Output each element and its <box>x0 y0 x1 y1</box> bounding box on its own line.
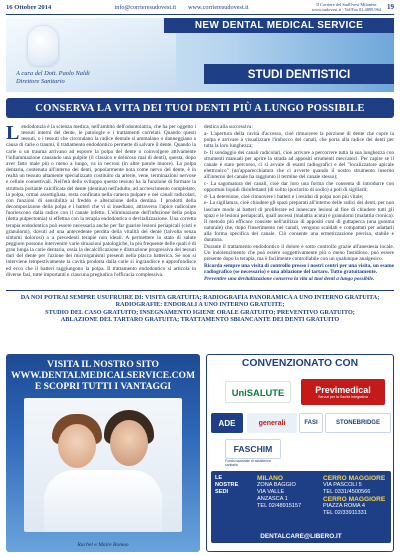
byline-author: A cura del Dott. Paolo Naldi <box>16 70 90 77</box>
byline <box>16 70 90 86</box>
hero-photo <box>6 18 176 92</box>
staff-photo <box>24 398 182 532</box>
offer-line: ABLAZIONE DEL TARTARO GRATUITA; TRATTAMENTO SBIANCANTE DEI DENTI GRATUITO <box>60 316 340 324</box>
location-street: PIAZZA ROMA 4 <box>323 503 365 509</box>
contact-email[interactable]: DENTALCARE@LIBERO.IT <box>260 533 342 540</box>
article-paragraph: b- Il sondaggio dei canali radicolari, cioè arrivare a percorrere tutta la sua lunghezza con strumenti manuali per aprire la strada ad appositi strumenti meccanici. Per capire se il canale è stato percorso, ci si avvale di esami radiografici e del "localizzatore apicale elettronico" (un'apparecchiatura che ci avverte quando il nostro strumento inserito all'interno del canale ha raggiunto il termine del canale stesso); <box>204 149 394 181</box>
article-paragraph: c- La sagomatura dei canali, cioè dar loro una forma che consenta di introdurre con opportuni liquidi disinfettanti (di solito ipoclorito di sodio) a poli di sigillarli; <box>204 180 394 194</box>
offer-line: DA NOI POTRAI SEMPRE USUFRUIRE DI: VISITA GRATUITA; RADIOGRAFIA PANORAMICA A UNO INTERNO GRATUITA; <box>20 294 380 301</box>
offer-line: RADIOGRAFIE: ENDORALI A UNO INTERNO GRATUITE; <box>115 301 285 309</box>
location-cerro <box>323 475 389 517</box>
location-street-number: ANZASCA 1 <box>257 496 288 502</box>
free-services-box <box>6 290 394 350</box>
tooth-icon <box>28 26 58 66</box>
header-divider <box>6 14 394 15</box>
partners-ad <box>206 354 394 552</box>
page-number: 19 <box>387 3 394 11</box>
location-area: ZONA BAGGIO <box>257 482 296 488</box>
article-body <box>6 124 394 284</box>
website-ad-text <box>6 359 200 392</box>
location-city: MILANO <box>257 475 284 482</box>
issue-date: 16 Ottobre 2014 <box>6 3 52 11</box>
unisalute-logo: UniSALUTE <box>225 381 291 403</box>
website-ad-line: E SCOPRI TUTTI I VANTAGGI <box>34 381 172 392</box>
faschim-tagline: Fondo nazionale di assistenza sanitaria <box>225 458 271 467</box>
location-phone[interactable]: TEL 02/48915157 <box>257 503 302 509</box>
previmedical-tagline: Servizi per la Sanità Integrativa <box>318 394 368 399</box>
header-email[interactable]: info@corrieresudovest.it <box>114 3 177 11</box>
previmedical-name: Previmedical <box>315 384 371 395</box>
location-city: CERRO MAGGIORE <box>323 496 386 503</box>
article-left-column <box>6 124 196 284</box>
photo-caption: Rachel e Maire Romeo <box>77 542 129 548</box>
website-ad-url[interactable]: WWW.DENTALMEDICALSERVICE.COM <box>10 370 196 381</box>
article-paragraph: destica alla successiva: <box>204 124 253 130</box>
article-paragraph: a- L'apertura della cavità d'accesso, cioè rimuovere la porzione di dente che copre la polpa e arrivare a visualizzare l'imbocco dei canali, che porta alla radice dei denti per tutta la loro lunghezza; <box>204 130 394 149</box>
byline-role: Direttore Sanitario <box>16 78 65 85</box>
hero-banner <box>6 18 394 92</box>
publication-box <box>312 2 381 12</box>
ade-logo: ADE <box>211 413 243 433</box>
top-bar <box>0 0 400 14</box>
generali-logo: generali <box>247 413 297 433</box>
offer-line: STUDIO DEL CASO GRATUITO; INSEGNAMENTO IGIENE ORALE GRATUITO; PREVENTIVO GRATUITO; <box>45 308 355 316</box>
person-body <box>44 470 162 532</box>
location-street: VIA PASCOLI 5 <box>323 482 362 488</box>
article-right-column <box>204 124 394 284</box>
header-right <box>312 2 394 12</box>
location-milano <box>257 475 313 510</box>
person-head <box>110 420 148 466</box>
locations-box <box>211 471 391 543</box>
article-paragraph: Preventire una devitalizzazione conserva la vita ai tuoi denti a lungo possibile. <box>204 275 375 282</box>
drop-cap: L <box>6 122 20 144</box>
header-website[interactable]: www.corrieresudovest.it <box>188 3 249 11</box>
locations-label <box>215 475 243 496</box>
publication-name: Il Corriere del SudOvest Milanese <box>316 2 377 7</box>
article-headline: CONSERVA LA VITA DEI TUOI DENTI PIÙ A LUNGO POSSIBILE <box>6 98 394 118</box>
location-phone[interactable]: TEL 0331/4500566 <box>323 489 371 495</box>
article-paragraph: Durante il trattamento endodontico il dolore è sotto controllo grazie all'anestesia locale. Un indolenzimento che può essere soggettivamente più o meno fastidioso, può essere presente dopo la terapia, ma è facilmente controllabile con un qualunque analgesico. <box>204 243 394 263</box>
location-city: CERRO MAGGIORE <box>323 475 386 482</box>
website-ad-line: VISITA IL NOSTRO SITO <box>47 359 159 370</box>
locations-label-line: LE NOSTRE <box>215 475 239 488</box>
section-title: NEW DENTAL MEDICAL SERVICE <box>164 18 394 33</box>
stonebridge-logo: STONEBRIDGE <box>325 413 391 433</box>
section-subtitle: STUDI DENTISTICI <box>204 64 394 84</box>
website-ad[interactable] <box>6 354 200 552</box>
previmedical-logo <box>301 379 385 405</box>
faschim-logo: FASCHIM <box>225 439 281 459</box>
header-contacts <box>115 4 249 11</box>
fasi-logo: FASI <box>299 413 323 433</box>
publication-contacts: www.sudovest.it - Tel/Fax 02.4899.964 <box>311 7 381 12</box>
article-paragraph: Lendodonzia è la scienza medica, nell'ambito dell'odontoiatria, che ha per oggetto i tessuti interni del dente, le patologie e i trattamenti correlati. Quando questi tessuti, o i tessuti che circondano la radice dentale si ammalano o danneggiano a causa di carie o traumi, il trattamento endodontico permette di salvare il dente. Quando la carie o un trauma arrivano ad esporre la polpa del dente o coinvolgere attivamente l'infiammazione causando una pulpite (il classico e doloroso mal di denti), questa, dopo aver fatto male più o meno a lungo, va in necrosi (in altre parole muore). La polpa dentaria, contenuta all'interno dei denti, popolarmente nota come nervo del dente, è in realtà un tessuto altamente specializzato costituito da arterie, vene, terminazioni nervose e cellule connettivali. Nell'età dello sviluppo questo tessuto ha la funzione di formare la struttura portante calcificata del dente (dentina) nell'adulto, ad accrescimento completato, la polpa, ormai assottigliata, resta confinata nella camera pulpare e nei canali radicolari, con funzioni di sensibilità al freddo e alterazione della dentina. I prodotti della decomposizione della polpa e i batteri che vi si insediano, attraverso l'apice radicolare fuoriescono dalla radice con il canale infetto. L'eliminazione dell'infezione della polpa (detta pulpectomia) si effettua con la terapia endodontica o devitalizzazione. Una corretta terapia endodontica può essere necessaria anche per far guarire lesioni periapicali (cisti e granulomi), dovuti ad una antecedente perdita della vitalità del dente (talvolta senza sintomi dolorosi) o a precedenti terapie non ideali. A permettere lo stato di salute peggiore possono intervenire varie situazioni patologiche, la più frequente delle quali è di gran lunga la carie dentaria, ossia la decalcificazione e distruzione progressiva dei tessuti duri del dente per l'azione dei microrganismi presenti nella placca batterica. Se non si interviene tempestivamente la cavità prodotta dalla carie si ingrandisce e approfondisce ed ecco che il batteri raggiungono la polpa. Il trattamento endodontico si articola in diverse fasi, tutte importanti e ciascuna pregiudica l'efficacia complessiva. <box>6 122 196 278</box>
locations-label-line: SEDI <box>215 489 229 495</box>
article-paragraph: d- La detersione, cioè rimuovere i batteri e i residui di polpa non più vitale; <box>204 193 364 200</box>
partners-title: CONVENZIONATO CON <box>241 358 359 369</box>
article-paragraph: e- La sigillatura, cioè chiudere gli spazi preparati all'interno delle radici dei denti, per non lasciare modo ai batteri di proliferare ed innescare lesioni al fine di chiudere tutti gli spazi e le lesioni periapicali, quali ascessi (malattia acuta) e granulomi (malattia cronica). Il metodo più efficace consiste nell'utilizzo di appositi coni di guttaperca (una gomma naturale) che, dopo l'inserimento nei canali, vengono scaldati e compattati per adattarli alla forma specifica del canale. Ciò consente una ermetizzazione precisa, stabile e duratura. <box>204 200 394 244</box>
location-phone[interactable]: TEL 02/33911331 <box>323 510 367 516</box>
article-paragraph: Ricorda sempre una visita di controllo presso i nostri centri per una visita, un esame radiografico (se necessario) e una ablazione del tartaro. Tutto gratuitamente. <box>204 262 394 276</box>
location-street: VIA VALLE <box>257 489 285 495</box>
person-head <box>58 424 96 468</box>
